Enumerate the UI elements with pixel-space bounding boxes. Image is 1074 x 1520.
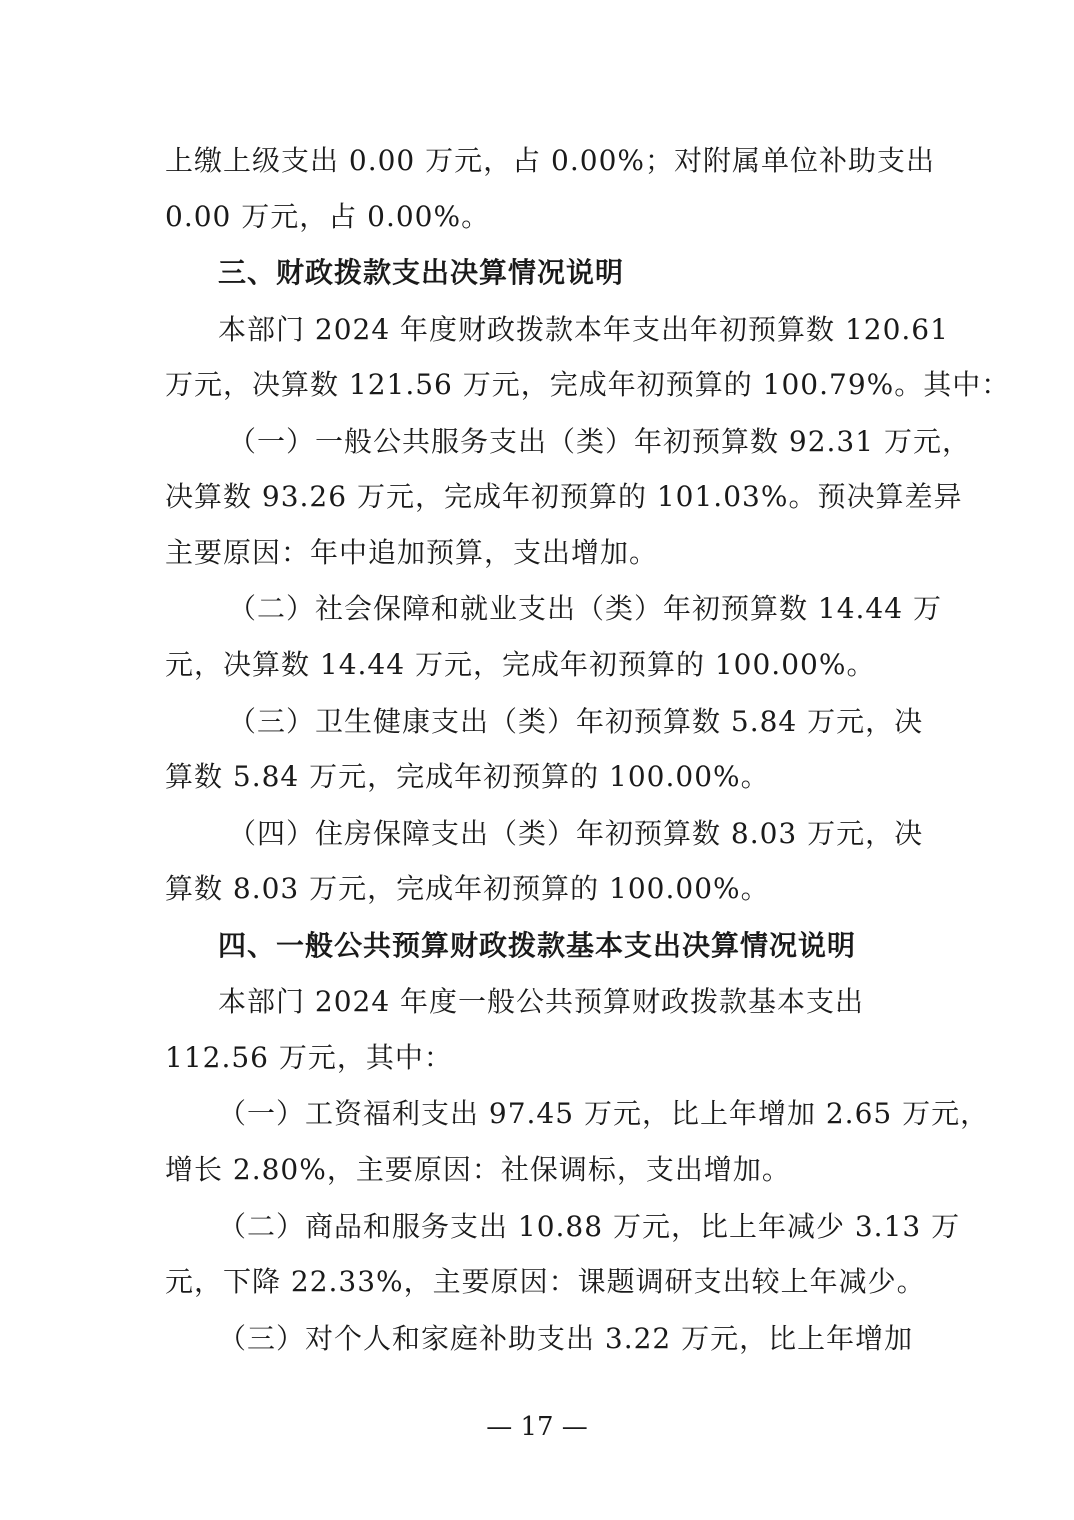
section-heading-4: 四、一般公共预算财政拨款基本支出决算情况说明	[218, 929, 857, 962]
body-text-line: 决算数 93.26 万元，完成年初预算的 101.03%。预决算差异	[165, 480, 963, 513]
body-text-line: 元，决算数 14.44 万元，完成年初预算的 100.00%。	[165, 648, 876, 681]
body-text-line: （一）一般公共服务支出（类）年初预算数 92.31 万元，	[228, 425, 971, 458]
body-text-line: 万元，决算数 121.56 万元，完成年初预算的 100.79%。其中：	[165, 368, 1011, 401]
page-number: — 17 —	[486, 1412, 588, 1442]
body-text-line: （二）社会保障和就业支出（类）年初预算数 14.44 万	[228, 592, 942, 625]
body-text-line: 增长 2.80%，主要原因：社保调标，支出增加。	[165, 1153, 791, 1186]
body-text-line: 0.00 万元，占 0.00%。	[165, 200, 491, 233]
body-text-line: 上缴上级支出 0.00 万元，占 0.00%；对附属单位补助支出	[165, 144, 935, 177]
body-text-line: （四）住房保障支出（类）年初预算数 8.03 万元，决	[228, 817, 924, 850]
body-text-line: （三）对个人和家庭补助支出 3.22 万元，比上年增加	[218, 1322, 914, 1355]
body-text-line: （三）卫生健康支出（类）年初预算数 5.84 万元，决	[228, 705, 924, 738]
body-text-line: 元，下降 22.33%，主要原因：课题调研支出较上年减少。	[165, 1265, 926, 1298]
body-text-line: 主要原因：年中追加预算，支出增加。	[165, 536, 659, 569]
body-text-line: （一）工资福利支出 97.45 万元，比上年增加 2.65 万元，	[218, 1097, 990, 1130]
body-text-line: （二）商品和服务支出 10.88 万元，比上年减少 3.13 万	[218, 1210, 961, 1243]
body-text-line: 本部门 2024 年度财政拨款本年支出年初预算数 120.61	[218, 313, 949, 346]
section-heading-3: 三、财政拨款支出决算情况说明	[218, 256, 625, 289]
body-text-line: 算数 5.84 万元，完成年初预算的 100.00%。	[165, 760, 770, 793]
body-text-line: 112.56 万元，其中：	[165, 1041, 453, 1074]
body-text-line: 本部门 2024 年度一般公共预算财政拨款基本支出	[218, 985, 865, 1018]
body-text-line: 算数 8.03 万元，完成年初预算的 100.00%。	[165, 872, 770, 905]
